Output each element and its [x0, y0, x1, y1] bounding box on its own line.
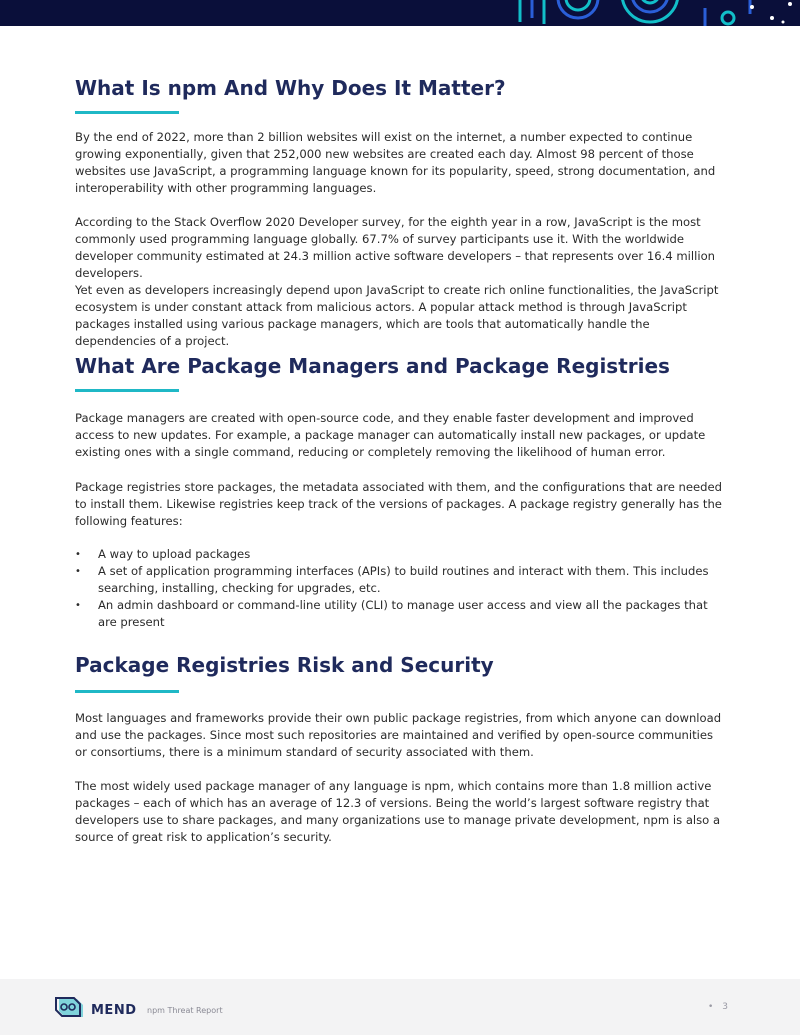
paragraph: Package managers are created with open-source code, and they enable faster development and improved access to new updates. For example, a package manager can automatically install new packages, or update existing ones with a single command, reducing or completely removing the likelihood of human error. [75, 411, 706, 459]
paragraph: By the end of 2022, more than 2 billion websites will exist on the internet, a number expected to continue growing exponentially, given that 252,000 new websites are created each day. Almost 98 percent of those websites use JavaScript, a programming language known for its popularity, speed, strong documentation, and interoperability with other programming languages. [75, 130, 716, 195]
paragraph: Most languages and frameworks provide their own public package registries, from which anyone can download and use the packages. Since most such repositories are maintained and verified by open-source communities or consortiums, there is a minimum standard of security associated with them. [75, 711, 722, 759]
paragraph: The most widely used package manager of any language is npm, which contains more than 1.8 million active packages – each of which has an average of 12.3 of versions. Being the world’s largest software registry that developers use to share packages, and many organizations use to manage private development, npm is also a source of great risk to application’s security. [75, 779, 721, 844]
circuit-pattern-icon [500, 0, 800, 26]
top-decorative-band [0, 0, 800, 26]
section-heading-package-managers: What Are Package Managers and Package Registries [75, 354, 670, 378]
paragraph: Yet even as developers increasingly depend upon JavaScript to create rich online functionalities, the JavaScript ecosystem is under constant attack from malicious actors. A popular attack method is through JavaScript packages installed using various package managers, which are tools that automatically handle the dependencies of a project. [75, 283, 719, 348]
footer-report-name: npm Threat Report [147, 1006, 223, 1015]
heading-accent-rule [75, 690, 179, 693]
paragraph: According to the Stack Overflow 2020 Developer survey, for the eighth year in a row, JavaScript is the most commonly used programming language globally. 67.7% of survey participants use it. With the worldwide developer community estimated at 24.3 million active software developers – that represents over 16.4 million developers. [75, 215, 716, 280]
bullet-icon: • [75, 549, 81, 560]
paragraph: Package registries store packages, the metadata associated with them, and the configurations that are needed to install them. Likewise registries keep track of the versions of packages. A package registry generally has the following features: [75, 480, 722, 528]
page-number [708, 1002, 728, 1012]
bullet-icon: • [75, 600, 81, 611]
registry-features-list [75, 546, 727, 631]
bullet-icon: • [75, 566, 81, 577]
logo-wordmark: MEND [91, 1003, 137, 1018]
section-heading-what-is-npm: What Is npm And Why Does It Matter? [75, 76, 506, 100]
list-item: • A set of application programming interfaces (APIs) to build routines and interact with them. This includes searching, installing, checking for upgrades, etc. [75, 564, 709, 595]
heading-accent-rule [75, 111, 179, 114]
list-item: • A way to upload packages [75, 547, 251, 561]
page-separator: • [708, 1002, 714, 1012]
page-number-value: 3 [722, 1002, 728, 1012]
heading-accent-rule [75, 389, 179, 392]
mend-logo-icon [55, 996, 87, 1020]
list-item: • An admin dashboard or command-line utility (CLI) to manage user access and view all the packages that are present [75, 598, 708, 629]
section-heading-registries-risk: Package Registries Risk and Security [75, 653, 494, 677]
